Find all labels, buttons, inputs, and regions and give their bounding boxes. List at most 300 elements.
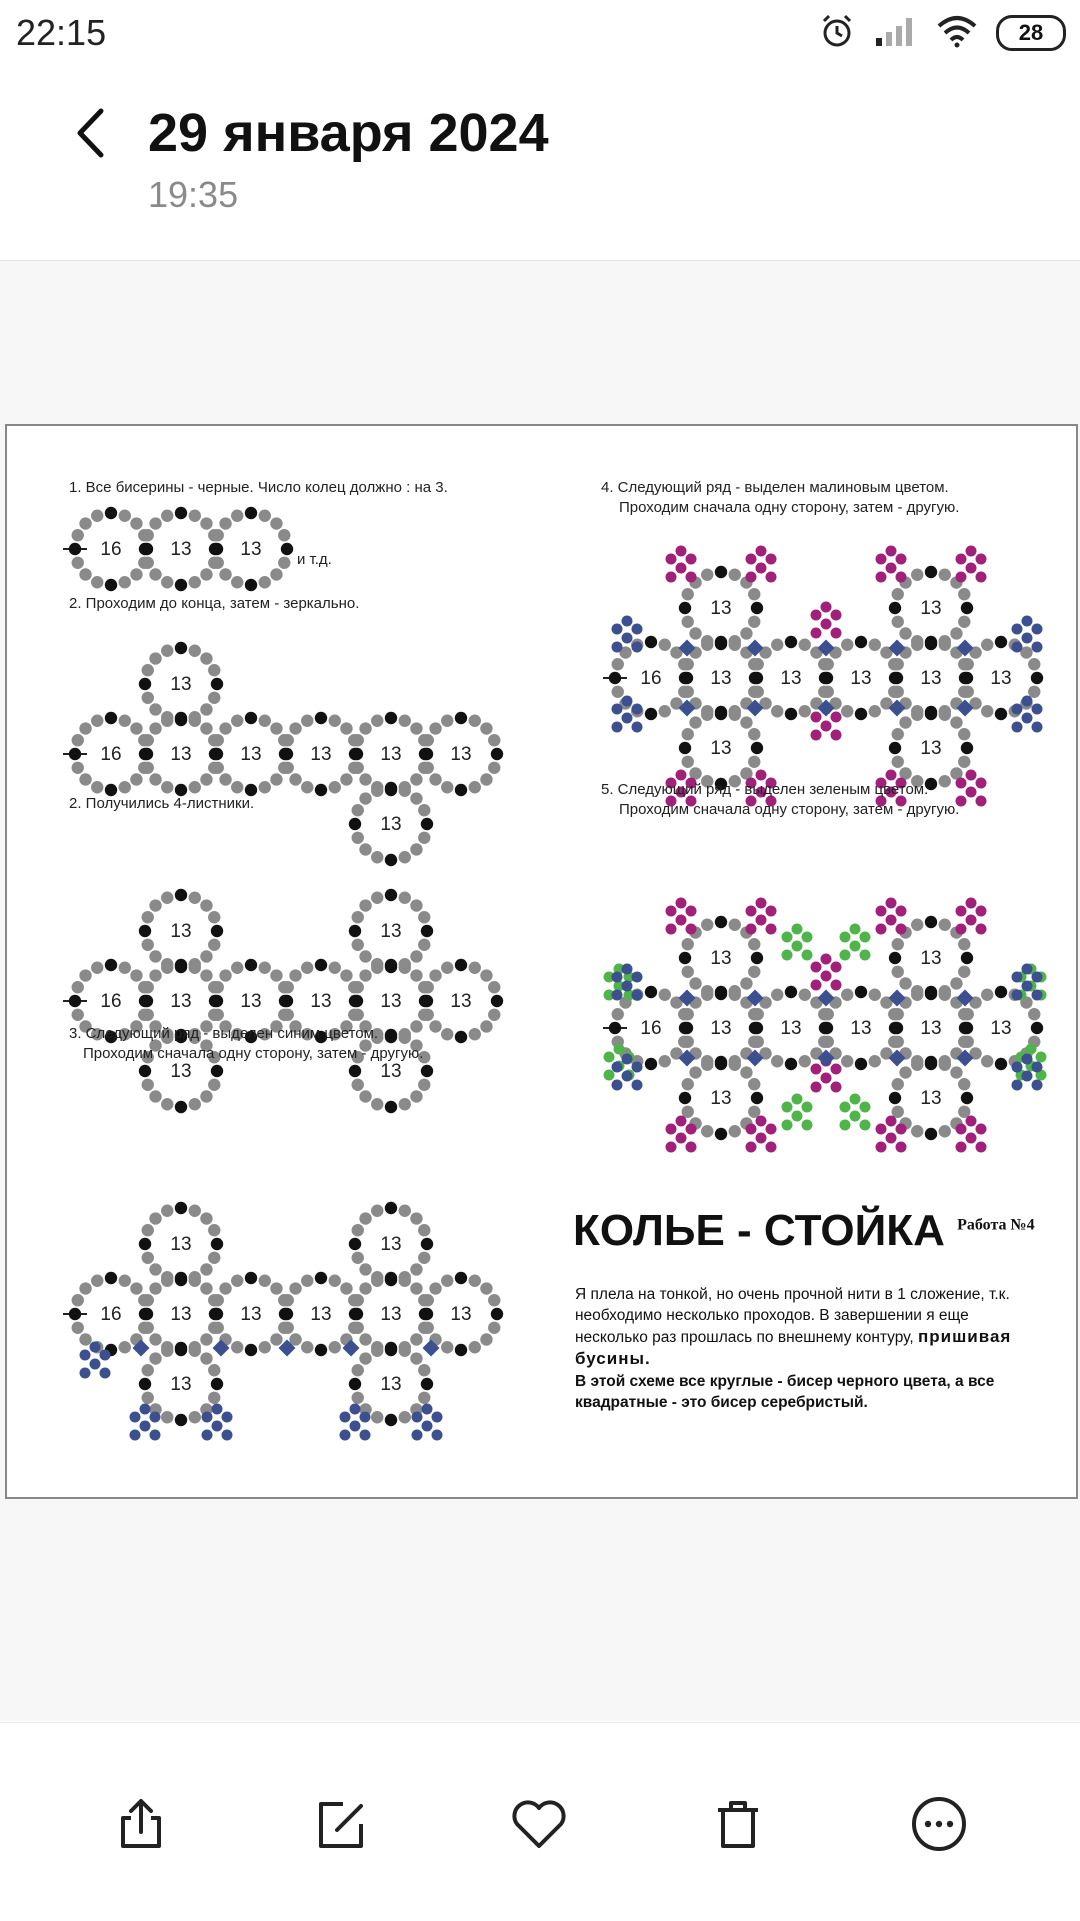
bead (175, 642, 187, 654)
bead (491, 1308, 503, 1320)
bead (925, 638, 937, 650)
colored-bead (422, 1404, 433, 1415)
colored-bead (666, 1142, 677, 1153)
bead (149, 1090, 161, 1102)
back-button[interactable] (60, 98, 120, 168)
colored-bead (821, 954, 832, 965)
step5-caption-line1: 5. Следующий ряд - выделен зеленым цветом. (601, 781, 929, 798)
bead (748, 1078, 760, 1090)
bead (892, 686, 904, 698)
bead (301, 781, 313, 793)
ring-label: 13 (310, 1304, 332, 1325)
colored-bead (782, 932, 793, 943)
colored-bead (676, 898, 687, 909)
step1-caption: 1. Все бисерины - черные. Число колец должно : на 3. (69, 479, 448, 496)
step4-caption-line1: 4. Следующий ряд - выделен малиновым цветом. (601, 479, 949, 496)
bead (189, 1275, 201, 1287)
bead (855, 708, 867, 720)
delete-button[interactable] (703, 1789, 773, 1859)
bead (282, 981, 294, 993)
colored-bead (130, 1430, 141, 1441)
colored-bead (202, 1430, 213, 1441)
bead (219, 1282, 231, 1294)
ring-label: 13 (380, 1061, 402, 1082)
bead (359, 950, 371, 962)
bead (130, 773, 142, 785)
colored-bead (850, 924, 861, 935)
bead (469, 715, 481, 727)
colored-bead (746, 924, 757, 935)
bead (209, 1308, 221, 1320)
ring-label-start: 16 (100, 1304, 122, 1325)
bead (422, 762, 434, 774)
bead (200, 899, 212, 911)
bead (209, 748, 221, 760)
bead (209, 995, 221, 1007)
colored-bead (821, 971, 832, 982)
bead (139, 995, 151, 1007)
bead (79, 1333, 91, 1345)
bead (689, 716, 701, 728)
colored-bead (876, 1142, 887, 1153)
bead (410, 843, 422, 855)
colored-bead (811, 1082, 822, 1093)
bead (441, 781, 453, 793)
bead (282, 1322, 294, 1334)
photo[interactable] (5, 424, 1078, 1499)
bead (359, 1333, 371, 1345)
bead (962, 686, 974, 698)
bead (410, 722, 422, 734)
bead (130, 1282, 142, 1294)
bead (939, 635, 951, 647)
bead (259, 576, 271, 588)
colored-bead (976, 778, 987, 789)
bead (212, 1322, 224, 1334)
bead (682, 1078, 694, 1090)
bead (69, 995, 81, 1007)
colored-bead (212, 1421, 223, 1432)
bead (161, 781, 173, 793)
bead (959, 1022, 971, 1034)
bead (701, 985, 713, 997)
colored-bead (666, 554, 677, 565)
bead (352, 832, 364, 844)
colored-bead (632, 972, 643, 983)
colored-bead (1022, 1071, 1033, 1082)
bead (359, 1263, 371, 1275)
bead (385, 1414, 397, 1426)
share-button[interactable] (106, 1789, 176, 1859)
step5-caption-line2: Проходим сначала одну сторону, затем - другую. (619, 801, 960, 818)
colored-bead (1026, 1044, 1037, 1055)
bead (939, 775, 951, 787)
colored-bead (792, 941, 803, 952)
bead (72, 557, 84, 569)
bead (679, 672, 691, 684)
bead (855, 1058, 867, 1070)
bead (119, 781, 131, 793)
colored-bead (1012, 624, 1023, 635)
bead (645, 708, 657, 720)
bead (385, 1101, 397, 1113)
bead (149, 703, 161, 715)
colored-bead (686, 1142, 697, 1153)
bead (701, 635, 713, 647)
bead (149, 1212, 161, 1224)
bead (359, 1212, 371, 1224)
bead (701, 569, 713, 581)
bead (822, 1008, 834, 1020)
bead (1028, 658, 1040, 670)
bead (869, 1055, 881, 1067)
colored-bead (612, 722, 623, 733)
bead (899, 627, 911, 639)
bead (410, 950, 422, 962)
bead (359, 969, 371, 981)
colored-bead (686, 906, 697, 917)
colored-bead (966, 915, 977, 926)
bead (748, 756, 760, 768)
bead (352, 734, 364, 746)
bead (231, 576, 243, 588)
colored-bead (622, 696, 633, 707)
bead (682, 1036, 694, 1048)
colored-bead (202, 1412, 213, 1423)
bead (278, 557, 290, 569)
colored-bead (666, 572, 677, 583)
header (0, 70, 1080, 261)
bead (161, 576, 173, 588)
colored-bead (876, 554, 887, 565)
bead (981, 989, 993, 1001)
colored-bead (966, 546, 977, 557)
colored-bead (896, 906, 907, 917)
share-icon (113, 1796, 169, 1852)
bead (142, 1252, 154, 1264)
colored-bead (896, 1124, 907, 1135)
colored-bead (340, 1412, 351, 1423)
bead (682, 756, 694, 768)
bead (892, 756, 904, 768)
bead (359, 1282, 371, 1294)
colored-bead (222, 1412, 233, 1423)
bead (429, 773, 441, 785)
bead (752, 658, 764, 670)
bead (480, 1333, 492, 1345)
colored-bead (831, 1064, 842, 1075)
bead (645, 1058, 657, 1070)
bead (659, 989, 671, 1001)
bead (939, 1059, 951, 1071)
ring-label: 13 (450, 744, 472, 765)
colored-bead (412, 1430, 423, 1441)
bead (161, 892, 173, 904)
bead (175, 1202, 187, 1214)
bead (748, 938, 760, 950)
bead (289, 773, 301, 785)
colored-bead (1022, 981, 1033, 992)
colored-bead (766, 554, 777, 565)
colored-bead (966, 770, 977, 781)
bead (340, 722, 352, 734)
bead (385, 1272, 397, 1284)
colored-bead (1032, 990, 1043, 1001)
bead (142, 911, 154, 923)
bead (270, 517, 282, 529)
ring-label: 13 (170, 1234, 192, 1255)
bead (69, 748, 81, 760)
colored-bead (811, 962, 822, 973)
bead (855, 636, 867, 648)
bead (679, 1092, 691, 1104)
bead (679, 1022, 691, 1034)
ring-label: 13 (450, 1304, 472, 1325)
ring-label-start: 16 (100, 744, 122, 765)
bead (488, 981, 500, 993)
colored-bead (746, 572, 757, 583)
bead (139, 925, 151, 937)
ring-label: 13 (920, 948, 942, 969)
bead (925, 1056, 937, 1068)
bead (911, 1125, 923, 1137)
colored-bead (766, 572, 777, 583)
bead (211, 678, 223, 690)
bead (911, 709, 923, 721)
bead (349, 1238, 361, 1250)
bead (79, 517, 91, 529)
colored-bead (850, 1111, 861, 1122)
bead (282, 762, 294, 774)
bead (740, 716, 752, 728)
colored-bead (860, 932, 871, 943)
colored-bead (686, 572, 697, 583)
colored-bead (1022, 696, 1033, 707)
bead (689, 977, 701, 989)
bead (161, 962, 173, 974)
colored-bead (766, 906, 777, 917)
bead (212, 1009, 224, 1021)
bead (91, 781, 103, 793)
edit-button[interactable] (306, 1789, 376, 1859)
bead (729, 569, 741, 581)
colored-bead (222, 1430, 233, 1441)
bead (822, 686, 834, 698)
bead (455, 1272, 467, 1284)
colored-bead (756, 915, 767, 926)
ring-label: 13 (920, 738, 942, 759)
colored-bead (632, 1062, 643, 1073)
bead (245, 1344, 257, 1356)
bead (200, 773, 212, 785)
bead (962, 658, 974, 670)
colored-bead (1012, 972, 1023, 983)
bead (751, 602, 763, 614)
schema-title (573, 1206, 1035, 1256)
bead (315, 1272, 327, 1284)
colored-bead (850, 941, 861, 952)
bead (79, 568, 91, 580)
bead (359, 1352, 371, 1364)
bead (682, 588, 694, 600)
bead (410, 1282, 422, 1294)
colored-bead (614, 1044, 625, 1055)
bead (488, 1322, 500, 1334)
bead (729, 1125, 741, 1137)
bead (315, 959, 327, 971)
bead (349, 748, 361, 760)
bead (962, 1008, 974, 1020)
colored-bead (612, 990, 623, 1001)
bead (841, 989, 853, 1001)
bead (352, 911, 364, 923)
bead (161, 1098, 173, 1110)
ring-label: 13 (170, 1374, 192, 1395)
bead (491, 995, 503, 1007)
colored-bead (632, 624, 643, 635)
bead (939, 1125, 951, 1137)
bead (72, 1009, 84, 1021)
bead (231, 1341, 243, 1353)
bead (385, 1031, 397, 1043)
more-button[interactable] (904, 1789, 974, 1859)
ring-label: 13 (710, 668, 732, 689)
colored-bead (422, 1421, 433, 1432)
bead (352, 1224, 364, 1236)
bead (279, 995, 291, 1007)
colored-bead (896, 572, 907, 583)
bead (771, 705, 783, 717)
bead (771, 1055, 783, 1067)
colored-bead (360, 1412, 371, 1423)
colored-bead (802, 1120, 813, 1131)
colored-bead (860, 950, 871, 961)
schema-note: В этой схеме все круглые - бисер черного цвета, а все квадратные - это бисер серебристый. (575, 1373, 995, 1411)
bead (701, 919, 713, 931)
bead (282, 1294, 294, 1306)
bead (289, 1282, 301, 1294)
ring-label: 13 (920, 598, 942, 619)
bead (72, 1322, 84, 1334)
bead (939, 709, 951, 721)
colored-bead (622, 981, 633, 992)
colored-bead (811, 980, 822, 991)
bead (211, 1378, 223, 1390)
bead (421, 1238, 433, 1250)
bead (69, 1308, 81, 1320)
bead (659, 705, 671, 717)
bead (259, 962, 271, 974)
bead (270, 1282, 282, 1294)
bead (259, 1275, 271, 1287)
chevron-left-icon (73, 107, 107, 159)
bead (340, 773, 352, 785)
bead (1031, 672, 1043, 684)
bead (349, 818, 361, 830)
bead (340, 1282, 352, 1294)
bead (421, 818, 433, 830)
bead (149, 950, 161, 962)
colored-bead (811, 730, 822, 741)
colored-bead (1032, 972, 1043, 983)
bead (892, 938, 904, 950)
bead (822, 1036, 834, 1048)
bead (72, 529, 84, 541)
bead (371, 851, 383, 863)
favorite-button[interactable] (504, 1789, 574, 1859)
ring-label: 13 (710, 598, 732, 619)
colored-bead (612, 624, 623, 635)
bead (679, 952, 691, 964)
bead (455, 1344, 467, 1356)
colored-bead (1036, 1052, 1047, 1063)
bead (211, 1238, 223, 1250)
bead (142, 1364, 154, 1376)
bead (142, 1079, 154, 1091)
image-viewer[interactable] (0, 261, 1080, 1721)
colored-bead (676, 563, 687, 574)
bead (301, 715, 313, 727)
colored-bead (976, 796, 987, 807)
bead (149, 773, 161, 785)
bead (105, 579, 117, 591)
bead (175, 959, 187, 971)
ring-label-start: 16 (100, 539, 122, 560)
bead (899, 716, 911, 728)
alarm-icon (818, 12, 856, 55)
signal-icon (874, 16, 918, 51)
bead (91, 1275, 103, 1287)
bead (729, 709, 741, 721)
colored-bead (802, 1102, 813, 1113)
bead (958, 728, 970, 740)
bead (329, 1275, 341, 1287)
bead (289, 722, 301, 734)
bead (429, 722, 441, 734)
bead (200, 722, 212, 734)
colored-bead (746, 906, 757, 917)
bead (245, 579, 257, 591)
bead (149, 899, 161, 911)
colored-bead (976, 1124, 987, 1135)
bead (958, 616, 970, 628)
bead (149, 517, 161, 529)
colored-bead (1022, 713, 1033, 724)
colored-bead (350, 1421, 361, 1432)
bead (961, 602, 973, 614)
bead (259, 1341, 271, 1353)
bead (219, 517, 231, 529)
bead (212, 734, 224, 746)
colored-bead (604, 1070, 615, 1081)
bead (352, 1252, 364, 1264)
bead (175, 712, 187, 724)
bead (385, 782, 397, 794)
bead (399, 1275, 411, 1287)
bead (142, 1392, 154, 1404)
ring-label: 13 (380, 1304, 402, 1325)
colored-bead (756, 1116, 767, 1127)
colored-bead (792, 1094, 803, 1105)
colored-bead (782, 1102, 793, 1113)
colored-bead (686, 554, 697, 565)
bead (612, 1008, 624, 1020)
colored-bead (1032, 642, 1043, 653)
colored-bead (876, 924, 887, 935)
bead (161, 1275, 173, 1287)
colored-bead (956, 554, 967, 565)
bead (480, 773, 492, 785)
